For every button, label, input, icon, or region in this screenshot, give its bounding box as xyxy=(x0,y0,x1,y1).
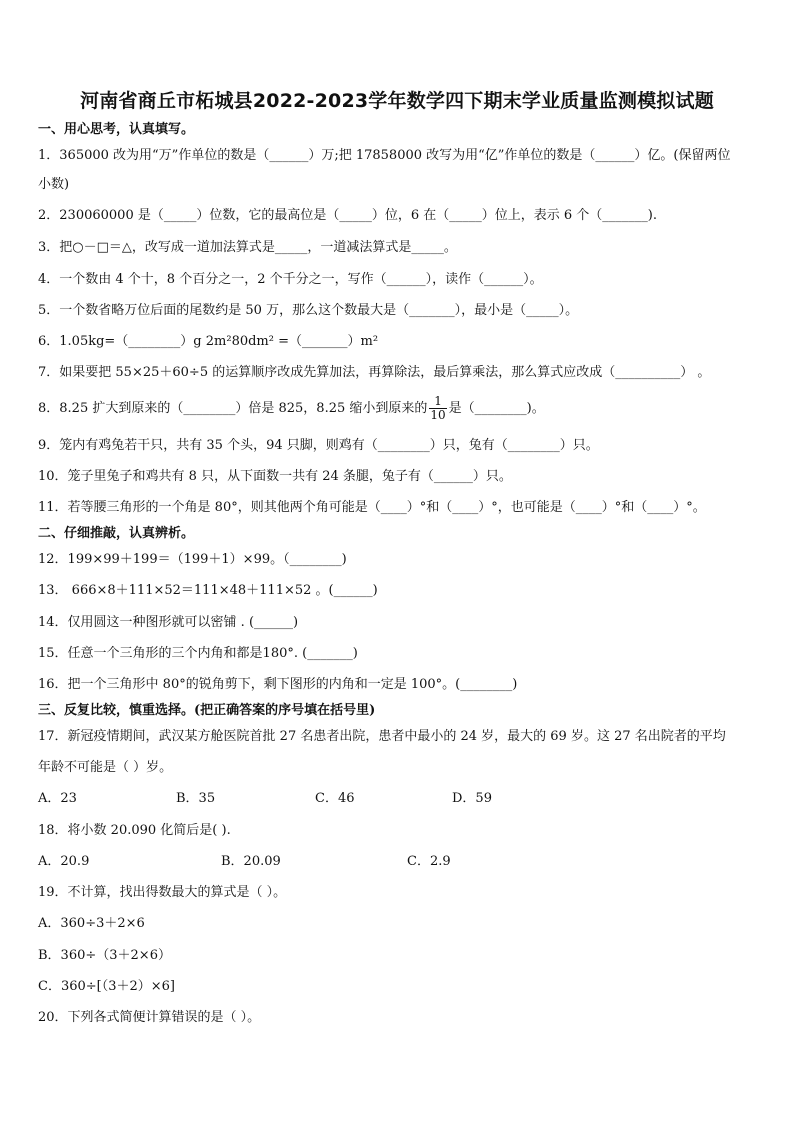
question-20: 20．下列各式简便计算错误的是（ ）。 xyxy=(38,1010,261,1025)
question-9: 9．笼内有鸡兔若干只，共有 35 个头，94 只脚，则鸡有（________）只，兔有（________）只。 xyxy=(38,438,599,453)
question-3: 3．把○－□＝△，改写成一道加法算式是_____，一道减法算式是_____。 xyxy=(38,240,457,255)
question-17-option-a: A．23 xyxy=(38,791,77,806)
question-1-line-2: 小数) xyxy=(38,177,70,192)
question-19-option-c: C．360÷[（3＋2）×6] xyxy=(38,979,176,994)
question-5: 5．一个数省略万位后面的尾数约是 50 万，那么这个数最大是（_______），最小是（_____）。 xyxy=(38,303,579,318)
question-18: 18．将小数 20.090 化简后是( ). xyxy=(38,823,231,838)
question-12: 12．199×99＋199＝（199＋1）×99。（________) xyxy=(38,552,347,567)
question-16: 16．把一个三角形中 80°的锐角剪下，剩下图形的内角和一定是 100°。(________) xyxy=(38,677,518,692)
question-17-line-2: 年龄不可能是（ ）岁。 xyxy=(38,760,173,775)
fraction-denominator: 10 xyxy=(430,408,446,422)
question-18-option-a: A．20.9 xyxy=(38,854,90,869)
question-17-option-c: C．46 xyxy=(315,791,355,806)
question-11: 11．若等腰三角形的一个角是 80°，则其他两个角可能是（____）°和（____）°，也可能是（____）°和（____）°。 xyxy=(38,500,706,515)
question-4: 4．一个数由 4 个十，8 个百分之一，2 个千分之一，写作（______），读作（______）。 xyxy=(38,272,543,287)
question-10: 10．笼子里兔子和鸡共有 8 只，从下面数一共有 24 条腿，兔子有（______）只。 xyxy=(38,469,512,484)
question-17-option-d: D．59 xyxy=(452,791,492,806)
section-1-heading: 一、用心思考，认真填写。 xyxy=(38,122,195,137)
question-6: 6．1.05kg=（________）g 2m²80dm² =（_______）m² xyxy=(38,334,379,349)
fraction-one-tenth xyxy=(429,395,446,422)
question-15: 15．任意一个三角形的三个内角和都是180°. (_______) xyxy=(38,646,358,661)
question-19-option-a: A．360÷3＋2×6 xyxy=(38,916,145,931)
question-17-option-b: B．35 xyxy=(176,791,216,806)
question-18-option-c: C．2.9 xyxy=(407,854,451,869)
question-13: 13． 666×8＋111×52＝111×48＋111×52 。(______) xyxy=(38,583,378,598)
question-19-option-b: B．360÷（3＋2×6） xyxy=(38,948,171,963)
question-2: 2．230060000 是（_____）位数，它的最高位是（_____）位，6 在（_____）位上，表示 6 个（_______). xyxy=(38,208,657,223)
question-18-option-b: B．20.09 xyxy=(221,854,281,869)
question-17-line-1: 17．新冠疫情期间，武汉某方舱医院首批 27 名患者出院，患者中最小的 24 岁，最大的 69 岁。这 27 名出院者的平均 xyxy=(38,729,726,744)
question-14: 14．仅用圆这一种图形就可以密铺 . (______) xyxy=(38,615,299,630)
question-7: 7．如果要把 55×25＋60÷5 的运算顺序改成先算加法，再算除法，最后算乘法，那么算式应改成（__________） 。 xyxy=(38,365,711,380)
section-3-heading: 三、反复比较，慎重选择。(把正确答案的序号填在括号里) xyxy=(38,703,376,718)
question-19: 19．不计算，找出得数最大的算式是（ ）。 xyxy=(38,885,287,900)
question-8 xyxy=(38,395,545,422)
section-2-heading: 二、仔细推敲，认真辨析。 xyxy=(38,526,195,541)
question-8-part-2: 是（________)。 xyxy=(448,401,545,416)
fraction-numerator: 1 xyxy=(429,395,446,409)
page-title: 河南省商丘市柘城县2022-2023学年数学四下期末学业质量监测模拟试题 xyxy=(80,90,714,112)
question-8-part-1: 8．8.25 扩大到原来的（________）倍是 825，8.25 缩小到原来的 xyxy=(38,401,428,416)
question-1-line-1: 1．365000 改为用“万”作单位的数是（______）万;把 17858000 改写为用“亿”作单位的数是（______）亿。(保留两位 xyxy=(38,148,731,163)
